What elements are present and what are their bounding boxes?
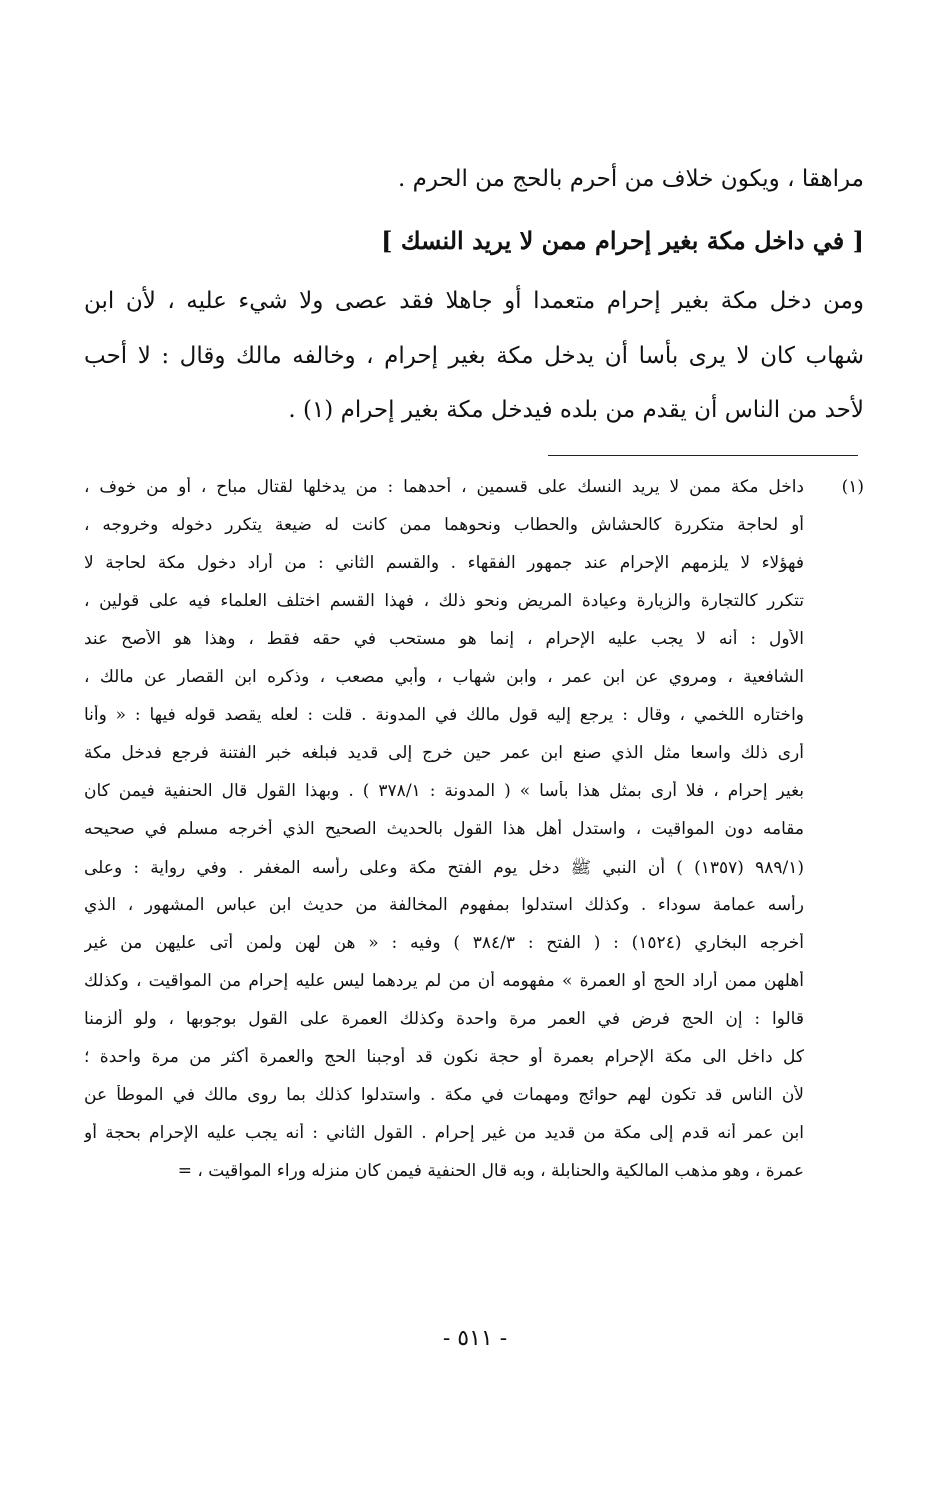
footnote-line: داخل مكة ممن لا يريد النسك على قسمين ، أحدهما : من يدخلها لقتال مباح ، أو من خوف ، bbox=[84, 477, 804, 497]
footnote-line: قالوا : إن الحج فرض في العمر مرة واحدة وكذلك العمرة على القول بوجوبها ، ولو ألزمنا bbox=[84, 1009, 804, 1029]
footnote-line: الشافعية ، ومروي عن ابن عمر ، وابن شهاب ، وأبي مصعب ، وذكره ابن القصار عن مالك ، bbox=[84, 667, 804, 687]
footnote-line: (٩٨٩/١ (١٣٥٧) ) أن النبي ﷺ دخل يوم الفتح مكة وعلى رأسه المغفر . وفي رواية : وعلى bbox=[84, 858, 804, 878]
footnote-line: تتكرر كالتجارة والزيارة وعيادة المريض ونحو ذلك ، فهذا القسم اختلف العلماء فيه على قولين ، bbox=[84, 591, 804, 611]
footnote-line: بغير إحرام ، فلا أرى بمثل هذا بأسا » ( المدونة : ٣٧٨/١ ) . وبهذا القول قال الحنفية فيمن كان bbox=[84, 781, 804, 801]
main-text-line-3: ومن دخل مكة بغير إحرام متعمدا أو جاهلا فقد عصى ولا شيء عليه ، لأن ابن bbox=[84, 288, 864, 314]
footnote-marker: (١) bbox=[841, 477, 864, 497]
footnote-line: أهلهن ممن أراد الحج أو العمرة » مفهومه أن من لم يردهما ليس عليه إحرام من المواقيت ، وكذلك bbox=[84, 971, 804, 991]
main-text-line-5: لأحد من الناس أن يقدم من بلده فيدخل مكة بغير إحرام (١) . bbox=[288, 397, 864, 423]
footnote-line: مقامه دون المواقيت ، واستدل أهل هذا القول بالحديث الصحيح الذي أخرجه مسلم في صحيحه bbox=[84, 819, 804, 839]
footnote-line: أخرجه البخاري (١٥٢٤) : ( الفتح : ٣٨٤/٣ ) وفيه : « هن لهن ولمن أتى عليهن من غير bbox=[84, 933, 804, 953]
footnote-line: كل داخل الى مكة الإحرام بعمرة أو حجة نكون قد أوجبنا الحج والعمرة أكثر من مرة واحدة ؛ bbox=[84, 1047, 804, 1067]
footnote-line: ابن عمر أنه قدم إلى مكة من قديد من غير إحرام . القول الثاني : أنه يجب عليه الإحرام بحجة أو bbox=[84, 1123, 804, 1143]
main-text-line-4: شهاب كان لا يرى بأسا أن يدخل مكة بغير إحرام ، وخالفه مالك وقال : لا أحب bbox=[84, 343, 864, 369]
footnote-separator bbox=[548, 455, 858, 456]
footnote-line: أو لحاجة متكررة كالحشاش والحطاب ونحوهما ممن كانت له ضيعة يتكرر دخوله وخروجه ، bbox=[84, 515, 804, 535]
footnote-line: فهؤلاء لا يلزمهم الإحرام عند جمهور الفقهاء . والقسم الثاني : من أراد دخول مكة لحاجة لا bbox=[84, 553, 804, 573]
footnote-line: واختاره اللخمي ، وقال : يرجع إليه قول مالك في المدونة . قلت : لعله يقصد قوله فيها : « وأنا bbox=[84, 705, 804, 725]
footnote-line: رأسه عمامة سوداء . وكذلك استدلوا بمفهوم المخالفة من حديث ابن عباس المشهور ، الذي bbox=[84, 895, 804, 915]
footnote-line: لأن الناس قد تكون لهم حوائج ومهمات في مكة . واستدلوا كذلك بما روى مالك في الموطأ عن bbox=[84, 1085, 804, 1105]
footnote-line: أرى ذلك واسعا مثل الذي صنع ابن عمر حين خرج إلى قديد فبلغه خبر الفتنة فرجع فدخل مكة bbox=[84, 743, 804, 763]
footnote-line: الأول : أنه لا يجب عليه الإحرام ، إنما هو مستحب في حقه فقط ، وهذا هو الأصح عند bbox=[84, 629, 804, 649]
main-text-line-1: مراهقا ، ويكون خلاف من أحرم بالحج من الحرم . bbox=[398, 166, 864, 192]
section-heading: [ في داخل مكة بغير إحرام ممن لا يريد النسك ] bbox=[381, 226, 864, 255]
footnote-line: عمرة ، وهو مذهب المالكية والحنابلة ، وبه قال الحنفية فيمن كان منزله وراء المواقيت ، = bbox=[177, 1161, 804, 1181]
page-number: - ٥١١ - bbox=[442, 1326, 508, 1351]
